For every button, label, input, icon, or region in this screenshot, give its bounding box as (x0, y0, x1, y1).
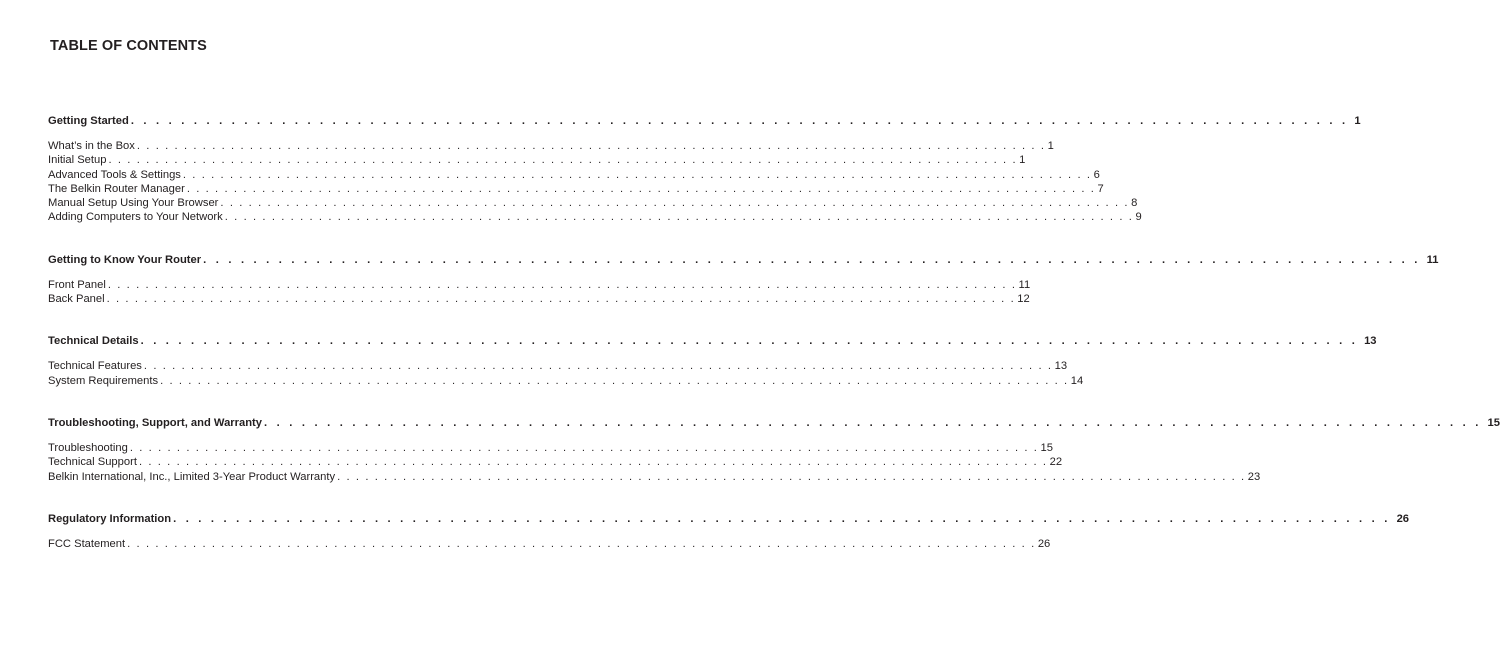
dot-leader: . . . . . . . . . . . . . . . . . . . . . . . . . . . . . . . . . . . . . . . . . . . . . . . . . . . . . . . . . . . . . . . . . . . . . . . . . . . . . . . . . . . . . . . . . . . . . . . . . (220, 197, 1130, 210)
toc-entry-page: 12 (1017, 293, 1030, 306)
toc-heading-page: 11 (1426, 253, 1439, 266)
toc-heading-label: Regulatory Information (48, 512, 172, 525)
toc-entry-label: System Requirements (48, 374, 159, 387)
toc-entry-page: 6 (1093, 168, 1100, 181)
toc-entry-label: FCC Statement (48, 537, 126, 550)
toc-heading-label: Getting to Know Your Router (48, 253, 202, 266)
toc-section-know-your-router (48, 251, 1439, 307)
toc-entry[interactable] (48, 278, 1031, 292)
toc-entry-label: Adding Computers to Your Network (48, 211, 223, 224)
toc-entry-page: 11 (1018, 278, 1031, 291)
table-of-contents (48, 112, 1500, 577)
toc-entry-page: 1 (1047, 140, 1054, 152)
dot-leader: . . . . . . . . . . . . . . . . . . . . . . . . . . . . . . . . . . . . . . . . . . . . . . . . . . . . . . . . . . . . . . . . . . . . . . . . . . . . . . . . . . . . . . . . . . . . . . . . . (224, 211, 1134, 224)
dot-leader: . . . . . . . . . . . . . . . . . . . . . . . . . . . . . . . . . . . . . . . . . . . . . . . . . . . . . . . . . . . . . . . . . . . . . . . . . . . . . . . . . . . . . . . . . . . . . . . . . (107, 278, 1017, 291)
toc-heading[interactable] (48, 251, 1439, 269)
toc-entry-page: 26 (1037, 537, 1051, 550)
dot-leader: . . . . . . . . . . . . . . . . . . . . . . . . . . . . . . . . . . . . . . . . . . . . . . . . . . . . . . . . . . . . . . . . . . . . . . . . . . . . . . . . . . . . . . . . . . . . . . . . . (140, 335, 1359, 348)
toc-entry-page: 22 (1049, 456, 1063, 469)
toc-entry-label: Technical Support (48, 456, 137, 469)
dot-leader: . . . . . . . . . . . . . . . . . . . . . . . . . . . . . . . . . . . . . . . . . . . . . . . . . . . . . . . . . . . . . . . . . . . . . . . . . . . . . . . . . . . . . . . . . . . . . . . . . (264, 416, 1482, 429)
toc-entry[interactable] (48, 292, 1030, 306)
toc-entry[interactable] (48, 153, 1026, 167)
toc-entry-label: Belkin International, Inc., Limited 3-Year Product Warranty (48, 470, 336, 483)
toc-entry[interactable] (48, 182, 1104, 196)
dot-leader: . . . . . . . . . . . . . . . . . . . . . . . . . . . . . . . . . . . . . . . . . . . . . . . . . . . . . . . . . . . . . . . . . . . . . . . . . . . . . . . . . . . . . . . . . . . . . . . . . (143, 360, 1053, 373)
toc-entry[interactable] (48, 139, 1054, 153)
dot-leader: . . . . . . . . . . . . . . . . . . . . . . . . . . . . . . . . . . . . . . . . . . . . . . . . . . . . . . . . . . . . . . . . . . . . . . . . . . . . . . . . . . . . . . . . . . . . . . . . . (203, 253, 1421, 266)
toc-heading-page: 26 (1396, 512, 1410, 525)
toc-entry-page: 13 (1054, 360, 1068, 373)
toc-entry-page: 1 (1019, 154, 1026, 167)
dot-leader: . . . . . . . . . . . . . . . . . . . . . . . . . . . . . . . . . . . . . . . . . . . . . . . . . . . . . . . . . . . . . . . . . . . . . . . . . . . . . . . . . . . . . . . . . . . . . . . . . (186, 182, 1096, 195)
toc-heading[interactable] (48, 112, 1361, 130)
toc-entry[interactable] (48, 210, 1142, 224)
toc-heading-page: 1 (1354, 115, 1361, 127)
toc-entry-label: Manual Setup Using Your Browser (48, 197, 219, 210)
toc-entry-page: 23 (1247, 470, 1261, 483)
toc-entry[interactable] (48, 359, 1068, 373)
dot-leader: . . . . . . . . . . . . . . . . . . . . . . . . . . . . . . . . . . . . . . . . . . . . . . . . . . . . . . . . . . . . . . . . . . . . . . . . . . . . . . . . . . . . . . . . . . . . . . . . . (136, 140, 1046, 152)
dot-leader: . . . . . . . . . . . . . . . . . . . . . . . . . . . . . . . . . . . . . . . . . . . . . . . . . . . . . . . . . . . . . . . . . . . . . . . . . . . . . . . . . . . . . . . . . . . . . . . . . (337, 470, 1246, 483)
dot-leader: . . . . . . . . . . . . . . . . . . . . . . . . . . . . . . . . . . . . . . . . . . . . . . . . . . . . . . . . . . . . . . . . . . . . . . . . . . . . . . . . . . . . . . . . . . . . . . . . . (138, 456, 1048, 469)
toc-section-technical-details (48, 332, 1377, 388)
toc-heading-page: 15 (1487, 416, 1500, 429)
dot-leader: . . . . . . . . . . . . . . . . . . . . . . . . . . . . . . . . . . . . . . . . . . . . . . . . . . . . . . . . . . . . . . . . . . . . . . . . . . . . . . . . . . . . . . . . . . . . . . . . . (173, 512, 1391, 525)
toc-entry-page: 15 (1040, 441, 1053, 454)
dot-leader: . . . . . . . . . . . . . . . . . . . . . . . . . . . . . . . . . . . . . . . . . . . . . . . . . . . . . . . . . . . . . . . . . . . . . . . . . . . . . . . . . . . . . . . . . . . . . . . . . (182, 168, 1092, 181)
toc-entry[interactable] (48, 374, 1084, 388)
toc-entry-label: Technical Features (48, 360, 142, 373)
toc-entry[interactable] (48, 470, 1261, 484)
toc-entry[interactable] (48, 455, 1063, 469)
page-title: TABLE OF CONTENTS (50, 38, 207, 54)
toc-entry[interactable] (48, 196, 1138, 210)
dot-leader: . . . . . . . . . . . . . . . . . . . . . . . . . . . . . . . . . . . . . . . . . . . . . . . . . . . . . . . . . . . . . . . . . . . . . . . . . . . . . . . . . . . . . . . . . . . . . . . . . (130, 115, 1349, 127)
toc-heading[interactable] (48, 332, 1377, 350)
toc-entry[interactable] (48, 441, 1053, 455)
dot-leader: . . . . . . . . . . . . . . . . . . . . . . . . . . . . . . . . . . . . . . . . . . . . . . . . . . . . . . . . . . . . . . . . . . . . . . . . . . . . . . . . . . . . . . . . . . . . . . . . . (127, 537, 1036, 550)
toc-entry-page: 9 (1135, 211, 1142, 224)
toc-entry-label: Back Panel (48, 293, 105, 306)
dot-leader: . . . . . . . . . . . . . . . . . . . . . . . . . . . . . . . . . . . . . . . . . . . . . . . . . . . . . . . . . . . . . . . . . . . . . . . . . . . . . . . . . . . . . . . . . . . . . . . . . (108, 154, 1018, 167)
toc-section-troubleshooting (48, 414, 1500, 484)
toc-section-regulatory (48, 510, 1410, 551)
toc-entry-label: Initial Setup (48, 154, 107, 167)
toc-heading-label: Technical Details (48, 335, 139, 348)
toc-entry[interactable] (48, 168, 1100, 182)
toc-section-getting-started (48, 112, 1361, 225)
toc-entry-label: Front Panel (48, 278, 106, 291)
toc-heading-label: Getting Started (48, 115, 129, 127)
toc-entry[interactable] (48, 537, 1051, 551)
toc-heading-page: 13 (1364, 335, 1377, 348)
toc-heading[interactable] (48, 510, 1410, 528)
toc-entry-page: 14 (1070, 374, 1084, 387)
toc-entry-label: What’s in the Box (48, 140, 135, 152)
dot-leader: . . . . . . . . . . . . . . . . . . . . . . . . . . . . . . . . . . . . . . . . . . . . . . . . . . . . . . . . . . . . . . . . . . . . . . . . . . . . . . . . . . . . . . . . . . . . . . . . . (129, 441, 1039, 454)
dot-leader: . . . . . . . . . . . . . . . . . . . . . . . . . . . . . . . . . . . . . . . . . . . . . . . . . . . . . . . . . . . . . . . . . . . . . . . . . . . . . . . . . . . . . . . . . . . . . . . . . (160, 374, 1069, 387)
toc-entry-label: Troubleshooting (48, 441, 128, 454)
toc-entry-label: The Belkin Router Manager (48, 182, 185, 195)
dot-leader: . . . . . . . . . . . . . . . . . . . . . . . . . . . . . . . . . . . . . . . . . . . . . . . . . . . . . . . . . . . . . . . . . . . . . . . . . . . . . . . . . . . . . . . . . . . . . . . . . (106, 293, 1016, 306)
toc-entry-page: 8 (1131, 197, 1138, 210)
toc-heading-label: Troubleshooting, Support, and Warranty (48, 416, 263, 429)
toc-entry-page: 7 (1097, 182, 1104, 195)
toc-entry-label: Advanced Tools & Settings (48, 168, 181, 181)
toc-heading[interactable] (48, 414, 1500, 432)
